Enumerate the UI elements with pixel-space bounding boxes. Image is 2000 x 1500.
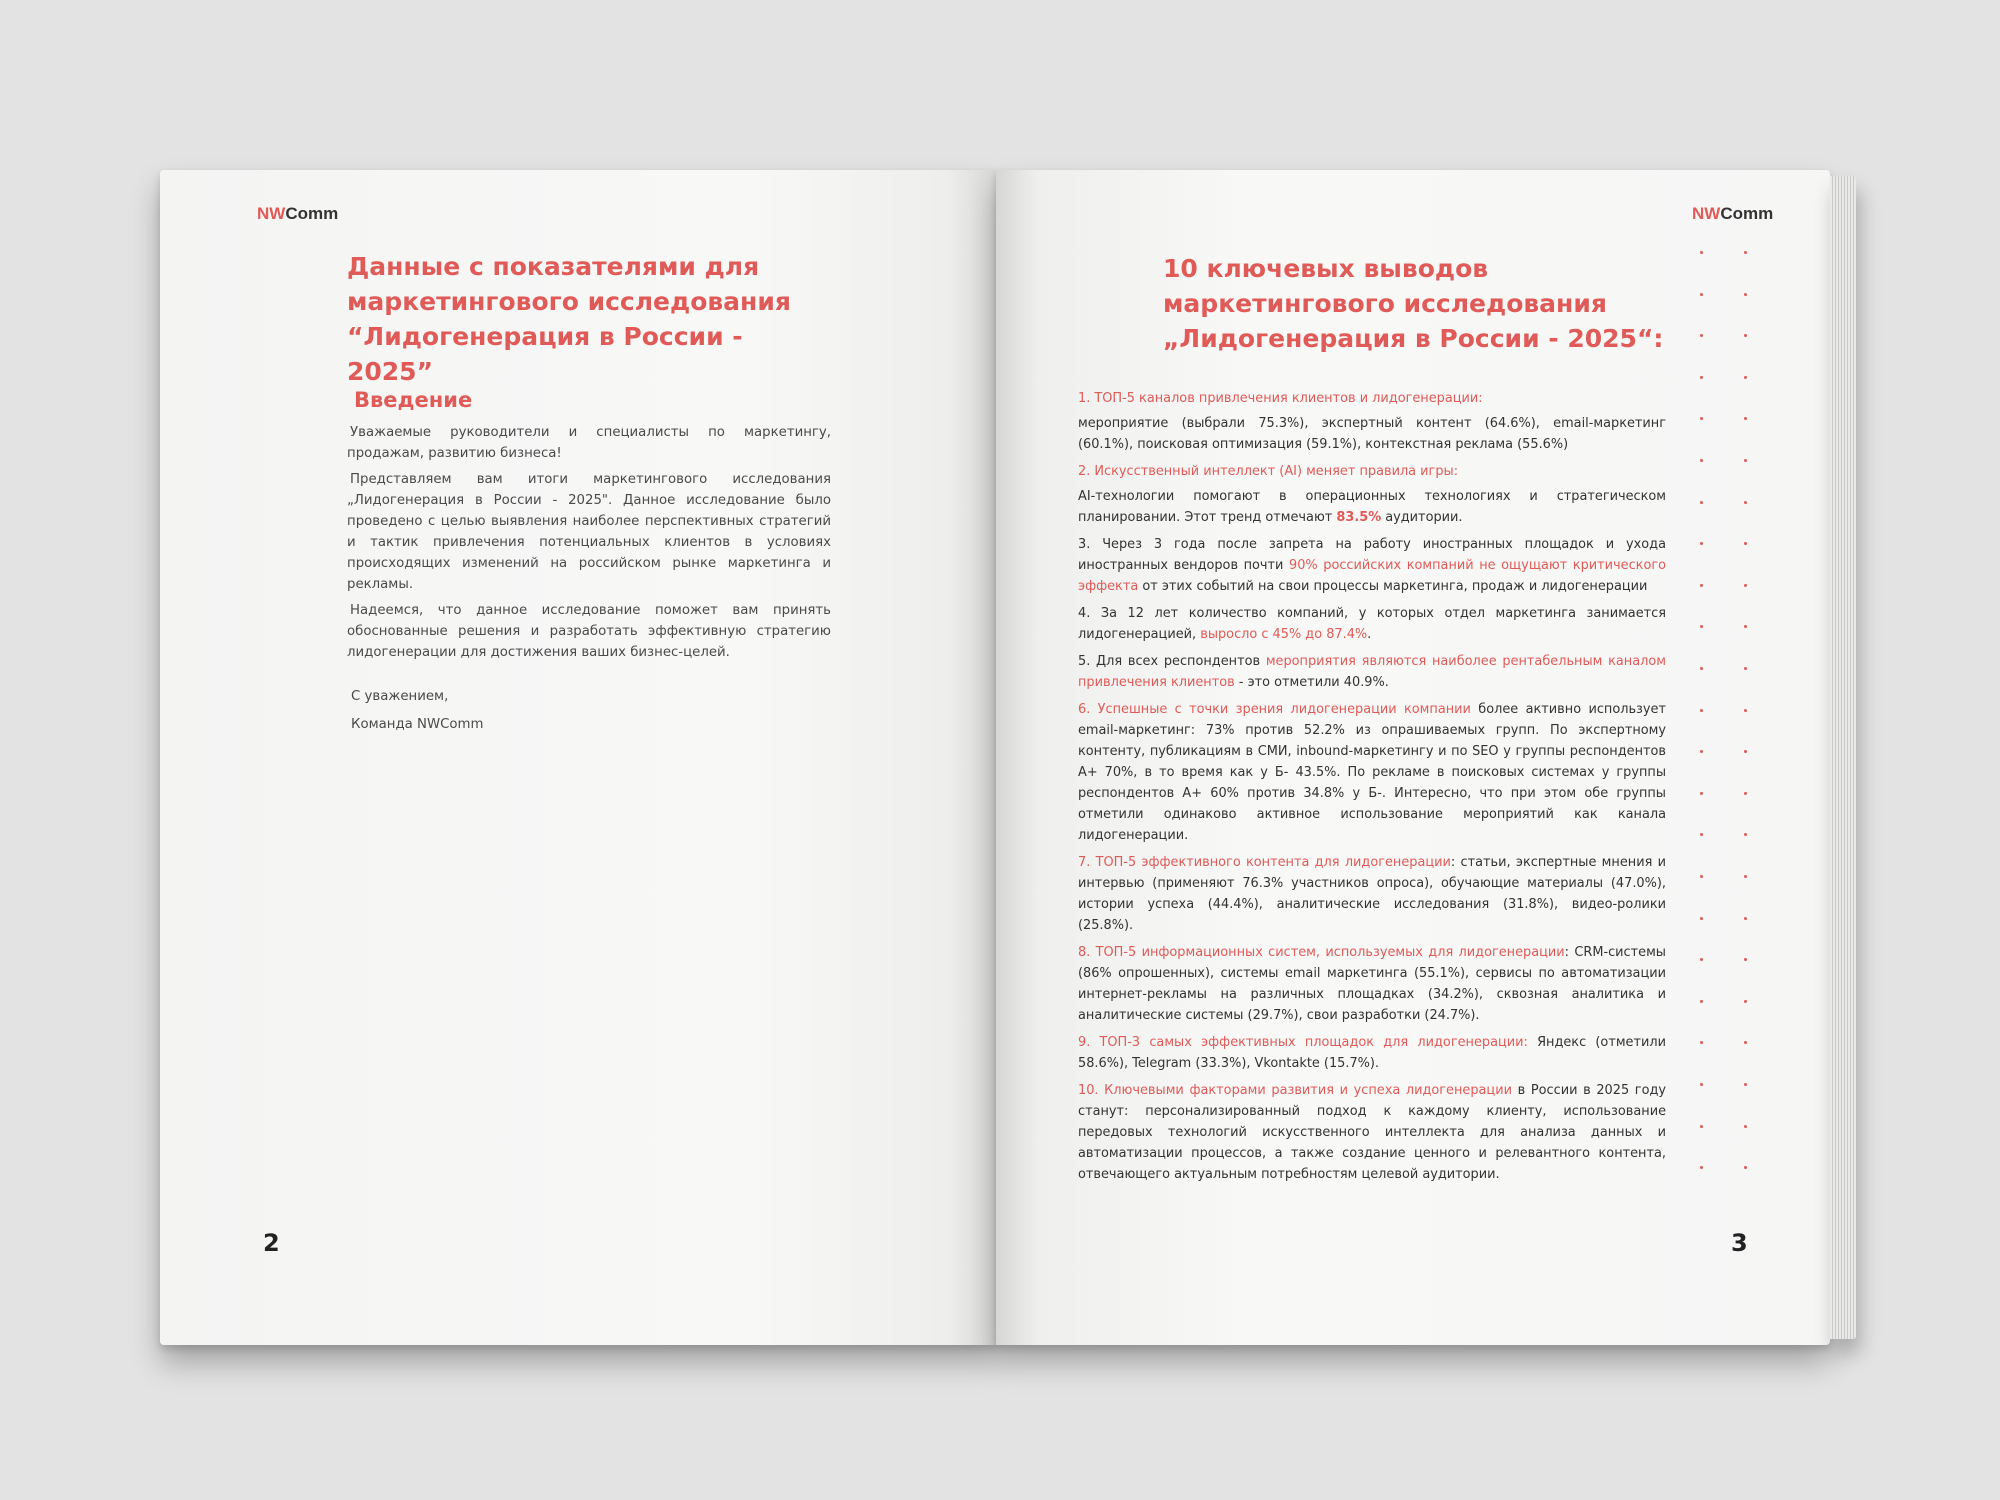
intro-body [347,422,831,668]
finding-highlight: 90% российских компаний не ощущают критического эффекта [1078,558,1666,594]
decorative-dot [1700,709,1703,712]
decorative-dot [1744,709,1747,712]
title-line: „Лидогенерация в России - 2025“: [1163,324,1664,353]
finding-3 [1078,534,1666,597]
decorative-dot [1700,459,1703,462]
decorative-dot [1744,251,1747,254]
decorative-dot [1744,917,1747,920]
decorative-dot [1744,459,1747,462]
finding-highlight: 8. ТОП-5 информационных систем, используемых для лидогенерации [1078,945,1565,960]
finding-text: - это отметили 40.9%. [1234,675,1389,690]
decorative-dot [1744,1083,1747,1086]
finding-text: в России в 2025 году станут: персонализированный подход к каждому клиенту, использование передовых технологий искусственного интеллекта для анализа данных и автоматизации процессов, а также создание ценного и релевантного контента, отвечающего актуальным потребностям целевой аудитории. [1078,1083,1666,1182]
signature-line: С уважением, [351,689,449,704]
finding-highlight: 10. Ключевыми факторами развития и успеха лидогенерации [1078,1083,1512,1098]
finding-10 [1078,1080,1666,1185]
page-number-left: 2 [263,1229,280,1257]
finding-highlight: 83.5% [1336,510,1382,525]
finding-text: аудитории. [1381,510,1463,525]
finding-text: 3. Через 3 года после запрета на работу иностранных площадок и ухода иностранных вендоров почти [1078,537,1666,573]
finding-4 [1078,603,1666,645]
title-line: 10 ключевых выводов [1163,254,1489,283]
decorative-dot [1744,1125,1747,1128]
key-findings [1078,388,1666,1191]
finding-5 [1078,651,1666,693]
logo-nw: NW [257,204,286,223]
left-page-title [347,249,827,389]
title-line: маркетингового исследования [1163,289,1607,318]
page-edges [1830,176,1856,1339]
intro-heading: Введение [354,388,473,412]
intro-paragraph: Надеемся, что данное исследование поможет вам принять обоснованные решения и разработать эффективную стратегию лидогенерации для достижения ваших бизнес-целей. [347,603,831,660]
decorative-dot [1744,501,1747,504]
decorative-dot [1744,875,1747,878]
page-number-right: 3 [1731,1229,1748,1257]
decorative-dot [1744,667,1747,670]
decorative-dot [1700,667,1703,670]
finding-highlight: 7. ТОП-5 эффективного контента для лидогенерации [1078,855,1451,870]
decorative-dot [1700,251,1703,254]
intro-paragraph: Уважаемые руководители и специалисты по маркетингу, продажам, развитию бизнеса! [347,425,831,461]
decorative-dot [1744,1000,1747,1003]
logo-comm: Comm [1720,204,1774,223]
intro-paragraph: Представляем вам итоги маркетингового исследования „Лидогенерация в России - 2025". Данное исследование было проведено с целью выявления наиболее перспективных стратегий и тактик привлечения потенциальных клиентов в условиях происходящих изменений на российском рынке маркетинга и рекламы. [347,472,831,592]
finding-6 [1078,699,1666,846]
logo-comm: Comm [285,204,339,223]
finding-text: : статьи, экспертные мнения и интервью (применяют 76.3% участников опроса), обучающие материалы (47.0%), истории успеха (44.4%), аналитические исследования (31.8%), видео-ролики (25.8%). [1078,855,1666,933]
finding-2-text [1078,486,1666,528]
finding-text: AI-технологии помогают в операционных технологиях и стратегическом планировании. Этот тренд отмечают [1078,489,1666,525]
finding-text: 4. За 12 лет количество компаний, у которых отдел маркетинга занимается лидогенерацией, [1078,606,1666,642]
left-logo [257,204,338,224]
decorative-dot [1700,875,1703,878]
right-page-title [1163,251,1683,356]
decorative-dot [1700,917,1703,920]
decorative-dot [1700,1000,1703,1003]
decorative-dot [1744,584,1747,587]
decorative-dot [1700,584,1703,587]
signature-line: Команда NWComm [351,717,484,732]
title-line: Данные с показателями для [347,252,760,281]
decorative-dot [1700,293,1703,296]
decorative-dot [1700,376,1703,379]
finding-text: . [1367,627,1372,642]
finding-highlight: мероприятия являются наиболее рентабельным каналом привлечения клиентов [1078,654,1666,690]
signature [351,683,483,739]
finding-1-heading: 1. ТОП-5 каналов привлечения клиентов и лидогенерации: [1078,391,1483,406]
finding-highlight: выросло с 45% до 87.4% [1200,627,1368,642]
decorative-dot [1744,293,1747,296]
finding-text: Яндекс (отметили 58.6%), Telegram (33.3%), Vkontakte (15.7%). [1078,1035,1666,1071]
finding-1-text: мероприятие (выбрали 75.3%), экспертный контент (64.6%), email-маркетинг (60.1%), поисковая оптимизация (59.1%), контекстная реклама (55.6%) [1078,416,1666,452]
finding-highlight: 9. ТОП-3 самых эффективных площадок для лидогенерации: [1078,1035,1528,1050]
decorative-dot [1700,1083,1703,1086]
decorative-dot [1744,376,1747,379]
finding-text: более активно использует email-маркетинг: 73% против 52.2% из опрашиваемых групп. По экспертному контенту, публикациям в СМИ, inbound-маркетингу и по SEO у группы респондентов А+ 70%, в то время как у Б- 43.5%. По рекламе в поисковых системах у группы респондентов А+ 60% против 34.8% у Б-. Интересно, что при этом обе группы отметили одинаково активное использование мероприятий как канала лидогенерации. [1078,702,1666,843]
decorative-dot [1700,1125,1703,1128]
decorative-dot [1700,792,1703,795]
finding-text: 5. Для всех респондентов [1078,654,1266,669]
logo-nw: NW [1692,204,1721,223]
finding-2-heading: 2. Искусственный интеллект (AI) меняет правила игры: [1078,464,1459,479]
finding-9 [1078,1032,1666,1074]
decorative-dot [1700,501,1703,504]
finding-text: от этих событий на свои процессы маркетинга, продаж и лидогенерации [1138,579,1648,594]
decorative-dot [1744,792,1747,795]
finding-7 [1078,852,1666,936]
title-line: маркетингового исследования [347,287,791,316]
title-line: “Лидогенерация в России - 2025” [347,322,743,386]
finding-highlight: 6. Успешные с точки зрения лидогенерации компании [1078,702,1471,717]
right-logo [1692,204,1773,224]
finding-text: : CRM-системы (86% опрошенных), системы email маркетинга (55.1%), сервисы по автоматизации интернет-рекламы на различных площадках (34.2%), сквозная аналитика и аналитические системы (29.7%), свои разработки (24.7%). [1078,945,1666,1023]
finding-8 [1078,942,1666,1026]
